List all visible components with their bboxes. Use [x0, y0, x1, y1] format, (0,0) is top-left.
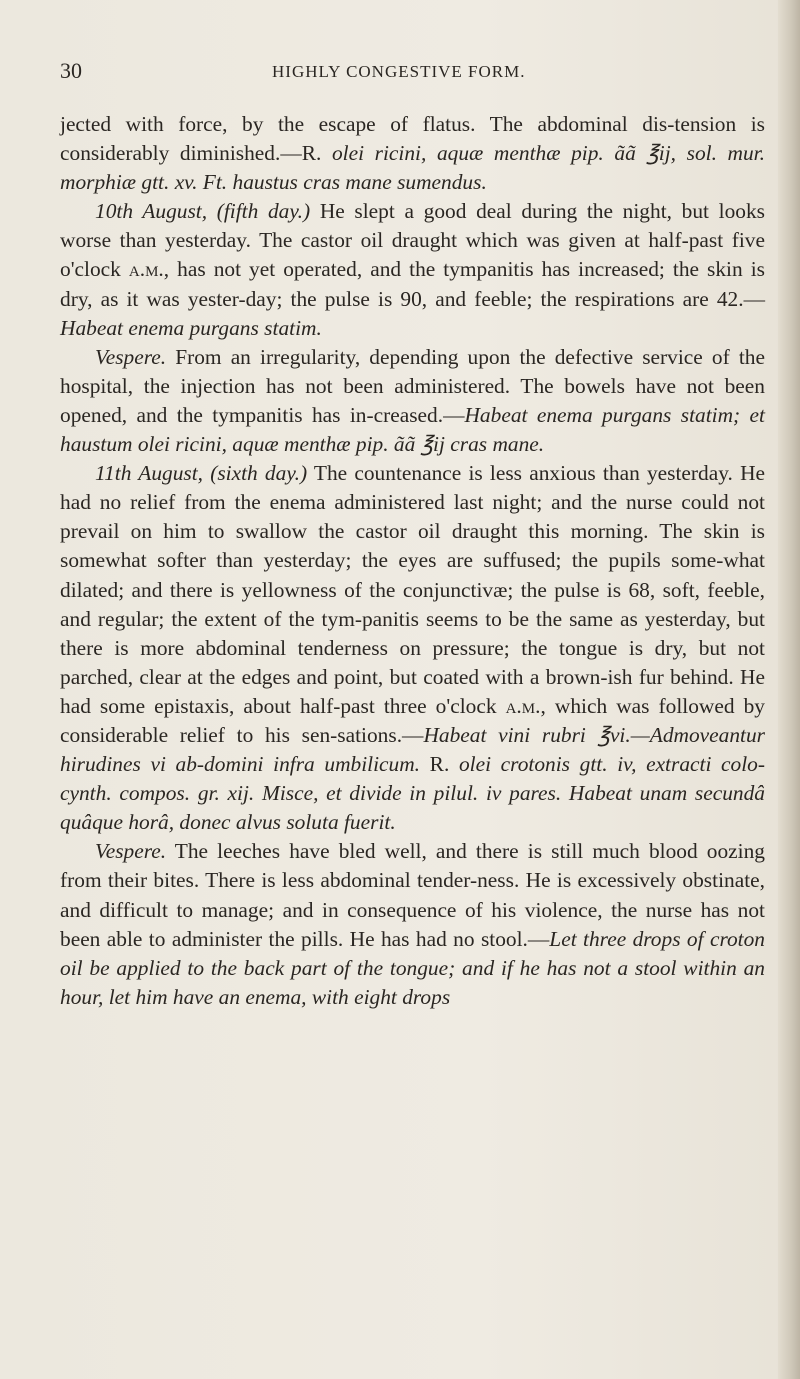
text-run: R.: [420, 752, 459, 777]
text-run: From an irregularity, depending upon the defective service of the hospital, the injection has not been administered. The bowels have not been opened, and the tympanitis has in-creased.—: [60, 344, 765, 427]
paragraph: [60, 837, 765, 1012]
page-header: [60, 58, 760, 88]
text-run: jected with force, by the escape of flatus. The abdominal dis-tension is considerably diminished.—R.: [60, 112, 765, 166]
italic-text: olei ricini, aquæ menthæ pip. ãã ℥ij, sol. mur. morphiæ gtt. xv. Ft. haustus cras mane sumendus.: [60, 141, 765, 195]
text-run: He slept a good deal during the night, but looks worse than yesterday. The castor oil draught which was given at half-past five o'clock: [60, 199, 765, 282]
text-run: , which was followed by considerable relief to his sen-sations.—: [60, 693, 765, 747]
paragraph: [60, 110, 765, 197]
paragraph: [60, 459, 765, 837]
running-head: HIGHLY CONGESTIVE FORM.: [272, 62, 526, 81]
italic-text: Habeat vini rubri ℥vi.—Admoveantur hirudines vi ab-domini infra umbilicum.: [60, 722, 765, 777]
italic-text: Let three drops of croton oil be applied to the back part of the tongue; and if he has not a stool within an hour, let him have an enema, with eight drops: [60, 926, 765, 1009]
text-run: a.m.: [505, 693, 541, 718]
page-edge: [778, 0, 800, 1379]
italic-text: Habeat enema purgans statim.: [60, 315, 322, 340]
page-number: 30: [60, 58, 82, 83]
body-text: [60, 110, 765, 1012]
text-run: The countenance is less anxious than yesterday. He had no relief from the enema administered last night; and the nurse could not prevail on him to swallow the castor oil draught this morning. The skin is somewhat softer than yesterday; the eyes are suffused; the pupils some-what dilated; and there is yellowness of the conjunctivæ; the pulse is 68, soft, feeble, and regular; the extent of the tym-panitis seems to be the same as yesterday, but there is more abdominal tenderness on pressure; the tongue is dry, but not parched, clear at the edges and point, but coated with a brown-ish fur behind. He had some epistaxis, about half-past three o'clock: [60, 461, 766, 718]
text-run: , has not yet operated, and the tympanitis has increased; the skin is dry, as it was yester-day; the pulse is 90, and feeble; the respirations are 42.—: [60, 257, 765, 311]
text-run: The leeches have bled well, and there is still much blood oozing from their bites. There is less abdominal tender-ness. He is excessively obstinate, and difficult to manage; and in consequence of his violence, the nurse has not been able to administer the pills. He has had no stool.—: [60, 839, 765, 951]
italic-text: Habeat enema purgans statim; et haustum olei ricini, aquæ menthæ pip. ãã ℥ij cras mane.: [60, 402, 765, 457]
italic-text: 11th August, (sixth day.): [95, 461, 308, 486]
italic-text: Vespere.: [95, 839, 167, 864]
paragraph: [60, 197, 765, 342]
text-run: a.m.: [128, 257, 164, 282]
italic-text: olei crotonis gtt. iv, extracti colo-cynth. compos. gr. xij. Misce, et divide in pilul. iv pares. Habeat unam secundâ quâque horâ, donec alvus soluta fuerit.: [60, 752, 766, 835]
italic-text: Vespere.: [95, 344, 167, 369]
italic-text: 10th August, (fifth day.): [95, 199, 311, 224]
paragraph: [60, 343, 765, 459]
